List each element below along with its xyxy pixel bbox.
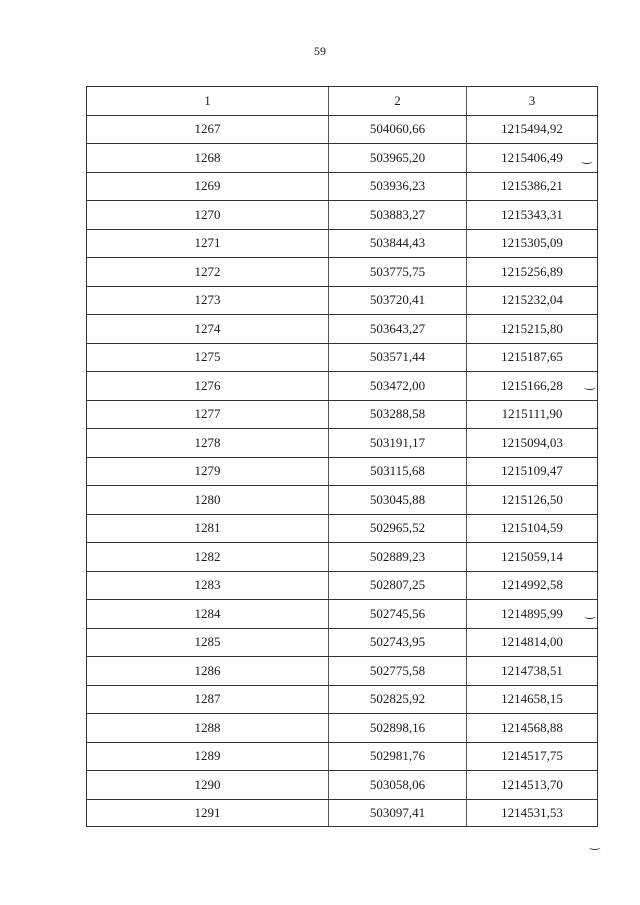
table-cell-col-1: 1271: [87, 230, 329, 258]
table-row: [86, 514, 598, 543]
table-cell-col-1: 1285: [87, 629, 329, 657]
table-cell-col-3: 1215215,80: [501, 320, 563, 336]
margin-mark: ‿: [590, 836, 600, 850]
table-row: [86, 742, 598, 771]
table-cell-col-2: 503936,23: [329, 173, 467, 201]
table-row: [86, 685, 598, 714]
header-col-3: 3: [528, 92, 536, 108]
table-cell-col-3: 1214531,53: [501, 804, 563, 820]
table-cell-col-2: 502965,52: [329, 515, 467, 543]
table-cell-col-2: 502775,58: [329, 657, 467, 685]
table-cell-col-3: 1214992,58: [501, 577, 563, 593]
table-row: [86, 428, 598, 457]
table-cell-col-3: 1215386,21: [501, 178, 563, 194]
table-cell-col-3: 1214814,00: [501, 634, 563, 650]
table-cell-col-2: 502807,25: [329, 572, 467, 600]
table-cell-col-1: 1267: [87, 116, 329, 144]
table-cell-col-2: 503472,00: [329, 372, 467, 400]
table-cell-col-3: 1215111,90: [501, 406, 563, 422]
table-row: [86, 485, 598, 514]
table-row: [86, 143, 598, 172]
table-row: [86, 542, 598, 571]
table-row: [86, 229, 598, 258]
table-cell-col-2: 503191,17: [329, 429, 467, 457]
table-cell-col-2: 503883,27: [329, 201, 467, 229]
table-cell-col-3: 1215104,59: [501, 520, 563, 536]
table-cell-col-3: 1215109,47: [501, 463, 563, 479]
table-row: [86, 770, 598, 799]
margin-mark: ‿: [585, 376, 595, 390]
table-cell-col-3: 1215494,92: [501, 121, 563, 137]
table-cell-col-1: 1272: [87, 258, 329, 286]
table-cell-col-1: 1289: [87, 743, 329, 771]
table-cell-col-1: 1279: [87, 458, 329, 486]
table-cell-col-3: 1215406,49: [501, 149, 563, 165]
table-row: [86, 656, 598, 685]
table-cell-col-2: 503288,58: [329, 401, 467, 429]
table-row: [86, 713, 598, 742]
table-cell-col-3: 1215126,50: [501, 491, 563, 507]
table-cell-col-3: 1215232,04: [501, 292, 563, 308]
table-row: [86, 799, 598, 828]
table-row: [86, 257, 598, 286]
table-row: [86, 371, 598, 400]
table-body: [86, 115, 598, 828]
margin-mark: ‿: [582, 150, 592, 164]
margin-mark: ‿: [585, 605, 595, 619]
table-cell-col-2: 503643,27: [329, 315, 467, 343]
table-cell-col-3: 1215187,65: [501, 349, 563, 365]
table-cell-col-2: 503775,75: [329, 258, 467, 286]
table-cell-col-2: 503844,43: [329, 230, 467, 258]
table-cell-col-3: 1215094,03: [501, 434, 563, 450]
table-row: [86, 200, 598, 229]
table-row: [86, 115, 598, 144]
table-cell-col-1: 1275: [87, 344, 329, 372]
table-header-row: [86, 86, 598, 115]
table-cell-col-2: 502825,92: [329, 686, 467, 714]
table-row: [86, 286, 598, 315]
header-col-1: 1: [87, 87, 329, 115]
coordinates-table: [86, 86, 598, 827]
table-cell-col-1: 1276: [87, 372, 329, 400]
table-cell-col-1: 1280: [87, 486, 329, 514]
table-cell-col-1: 1288: [87, 714, 329, 742]
table-cell-col-3: 1215343,31: [501, 206, 563, 222]
table-cell-col-2: 503115,68: [329, 458, 467, 486]
table-cell-col-3: 1214517,75: [501, 748, 563, 764]
table-cell-col-3: 1214658,15: [501, 691, 563, 707]
header-col-2: 2: [329, 87, 467, 115]
table-cell-col-1: 1291: [87, 800, 329, 827]
table-row: [86, 599, 598, 628]
table-cell-col-2: 503720,41: [329, 287, 467, 315]
table-cell-col-3: 1214738,51: [501, 662, 563, 678]
table-cell-col-2: 504060,66: [329, 116, 467, 144]
table-cell-col-2: 503058,06: [329, 771, 467, 799]
table-row: [86, 314, 598, 343]
table-cell-col-1: 1273: [87, 287, 329, 315]
table-cell-col-1: 1278: [87, 429, 329, 457]
table-cell-col-3: 1215059,14: [501, 548, 563, 564]
table-cell-col-2: 502745,56: [329, 600, 467, 628]
table-cell-col-1: 1282: [87, 543, 329, 571]
table-cell-col-1: 1274: [87, 315, 329, 343]
table-row: [86, 457, 598, 486]
table-cell-col-1: 1284: [87, 600, 329, 628]
table-cell-col-2: 503097,41: [329, 800, 467, 827]
table-row: [86, 172, 598, 201]
table-cell-col-3: 1215305,09: [501, 235, 563, 251]
table-cell-col-2: 503965,20: [329, 144, 467, 172]
page-number: 59: [314, 44, 326, 58]
table-cell-col-3: 1214568,88: [501, 719, 563, 735]
table-cell-col-1: 1287: [87, 686, 329, 714]
table-cell-col-1: 1270: [87, 201, 329, 229]
table-cell-col-1: 1268: [87, 144, 329, 172]
table-cell-col-1: 1286: [87, 657, 329, 685]
table-cell-col-1: 1269: [87, 173, 329, 201]
table-cell-col-1: 1277: [87, 401, 329, 429]
table-row: [86, 343, 598, 372]
table-cell-col-2: 503045,88: [329, 486, 467, 514]
table-row: [86, 628, 598, 657]
table-row: [86, 400, 598, 429]
table-row: [86, 571, 598, 600]
table-cell-col-2: 503571,44: [329, 344, 467, 372]
table-cell-col-1: 1281: [87, 515, 329, 543]
table-cell-col-2: 502743,95: [329, 629, 467, 657]
table-cell-col-3: 1215256,89: [501, 263, 563, 279]
table-cell-col-1: 1290: [87, 771, 329, 799]
table-cell-col-3: 1214895,99: [501, 605, 563, 621]
table-cell-col-2: 502889,23: [329, 543, 467, 571]
table-cell-col-3: 1215166,28: [501, 377, 563, 393]
table-cell-col-2: 502981,76: [329, 743, 467, 771]
table-cell-col-1: 1283: [87, 572, 329, 600]
table-cell-col-3: 1214513,70: [501, 776, 563, 792]
table-cell-col-2: 502898,16: [329, 714, 467, 742]
